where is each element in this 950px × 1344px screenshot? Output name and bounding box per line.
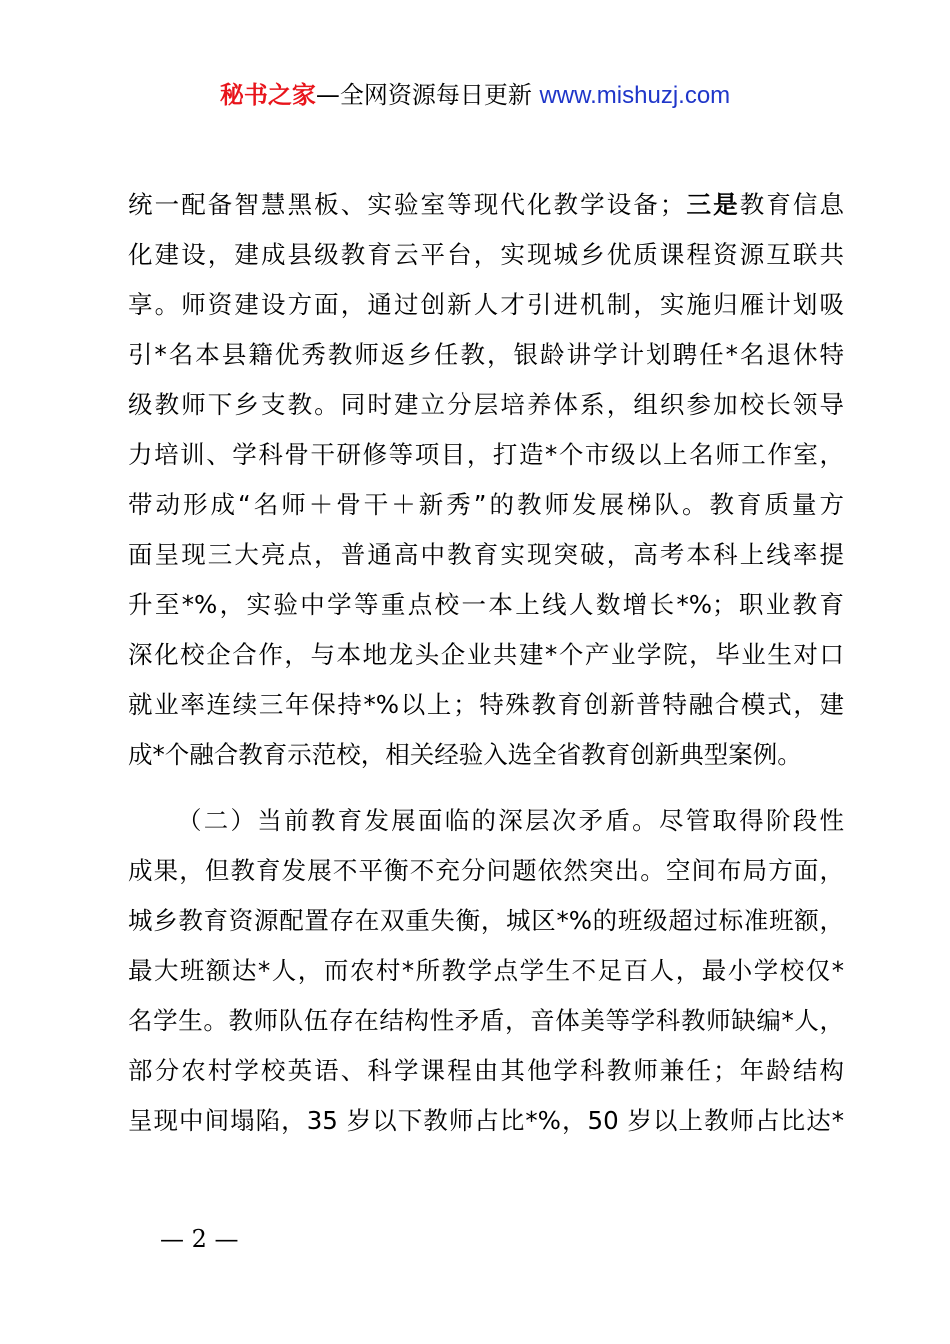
site-tagline: —全网资源每日更新 <box>315 81 532 109</box>
text-line: 就业率连续三年保持*%以上；特殊教育创新普特融合模式，建 <box>128 690 844 719</box>
text-line: 享。师资建设方面，通过创新人才引进机制，实施归雁计划吸 <box>128 290 844 319</box>
site-url-link[interactable]: www.mishuzj.com <box>539 82 731 109</box>
paragraph-2 <box>128 796 844 1146</box>
text-line: 成*个融合教育示范校，相关经验入选全省教育创新典型案例。 <box>128 740 802 769</box>
emphasis-text: 三是 <box>684 190 740 219</box>
text-line: 力培训、学科骨干研修等项目，打造*个市级以上名师工作室， <box>128 440 844 469</box>
paragraph-1 <box>128 180 844 780</box>
text-line: 升至*%，实验中学等重点校一本上线人数增长*%；职业教育 <box>128 590 844 619</box>
document-body <box>128 180 844 1146</box>
text-line: 部分农村学校英语、科学课程由其他学科教师兼任；年龄结构 <box>128 1056 844 1085</box>
text-line: 化建设，建成县级教育云平台，实现城乡优质课程资源互联共 <box>128 240 844 269</box>
text-line: 呈现中间塌陷，35 岁以下教师占比*%，50 岁以上教师占比达* <box>128 1106 844 1135</box>
text-line: 级教师下乡支教。同时建立分层培养体系，组织参加校长领导 <box>128 390 844 419</box>
text-line: 面呈现三大亮点，普通高中教育实现突破，高考本科上线率提 <box>128 540 844 569</box>
text-line: 深化校企合作，与本地龙头企业共建*个产业学院，毕业生对口 <box>128 640 844 669</box>
text-line: 名学生。教师队伍存在结构性矛盾，音体美等学科教师缺编*人， <box>128 1006 844 1035</box>
text-run: 教育信息 <box>739 190 845 219</box>
text-line: 引*名本县籍优秀教师返乡任教，银龄讲学计划聘任*名退休特 <box>128 340 844 369</box>
text-line: （二）当前教育发展面临的深层次矛盾。尽管取得阶段性 <box>177 806 844 835</box>
brand-name: 秘书之家 <box>219 81 316 109</box>
text-line: 最大班额达*人，而农村*所教学点学生不足百人，最小学校仅* <box>128 956 844 985</box>
text-line <box>128 180 844 230</box>
text-line: 城乡教育资源配置存在双重失衡，城区*%的班级超过标准班额， <box>128 906 844 935</box>
paragraph-spacer <box>128 780 844 796</box>
text-line: 成果，但教育发展不平衡不充分问题依然突出。空间布局方面， <box>128 856 844 885</box>
text-line: 带动形成“名师＋骨干＋新秀”的教师发展梯队。教育质量方 <box>128 490 844 519</box>
text-run: 统一配备智慧黑板、实验室等现代化教学设备； <box>128 190 685 219</box>
site-header <box>0 78 950 113</box>
page-number: — 2 — <box>160 1225 239 1253</box>
